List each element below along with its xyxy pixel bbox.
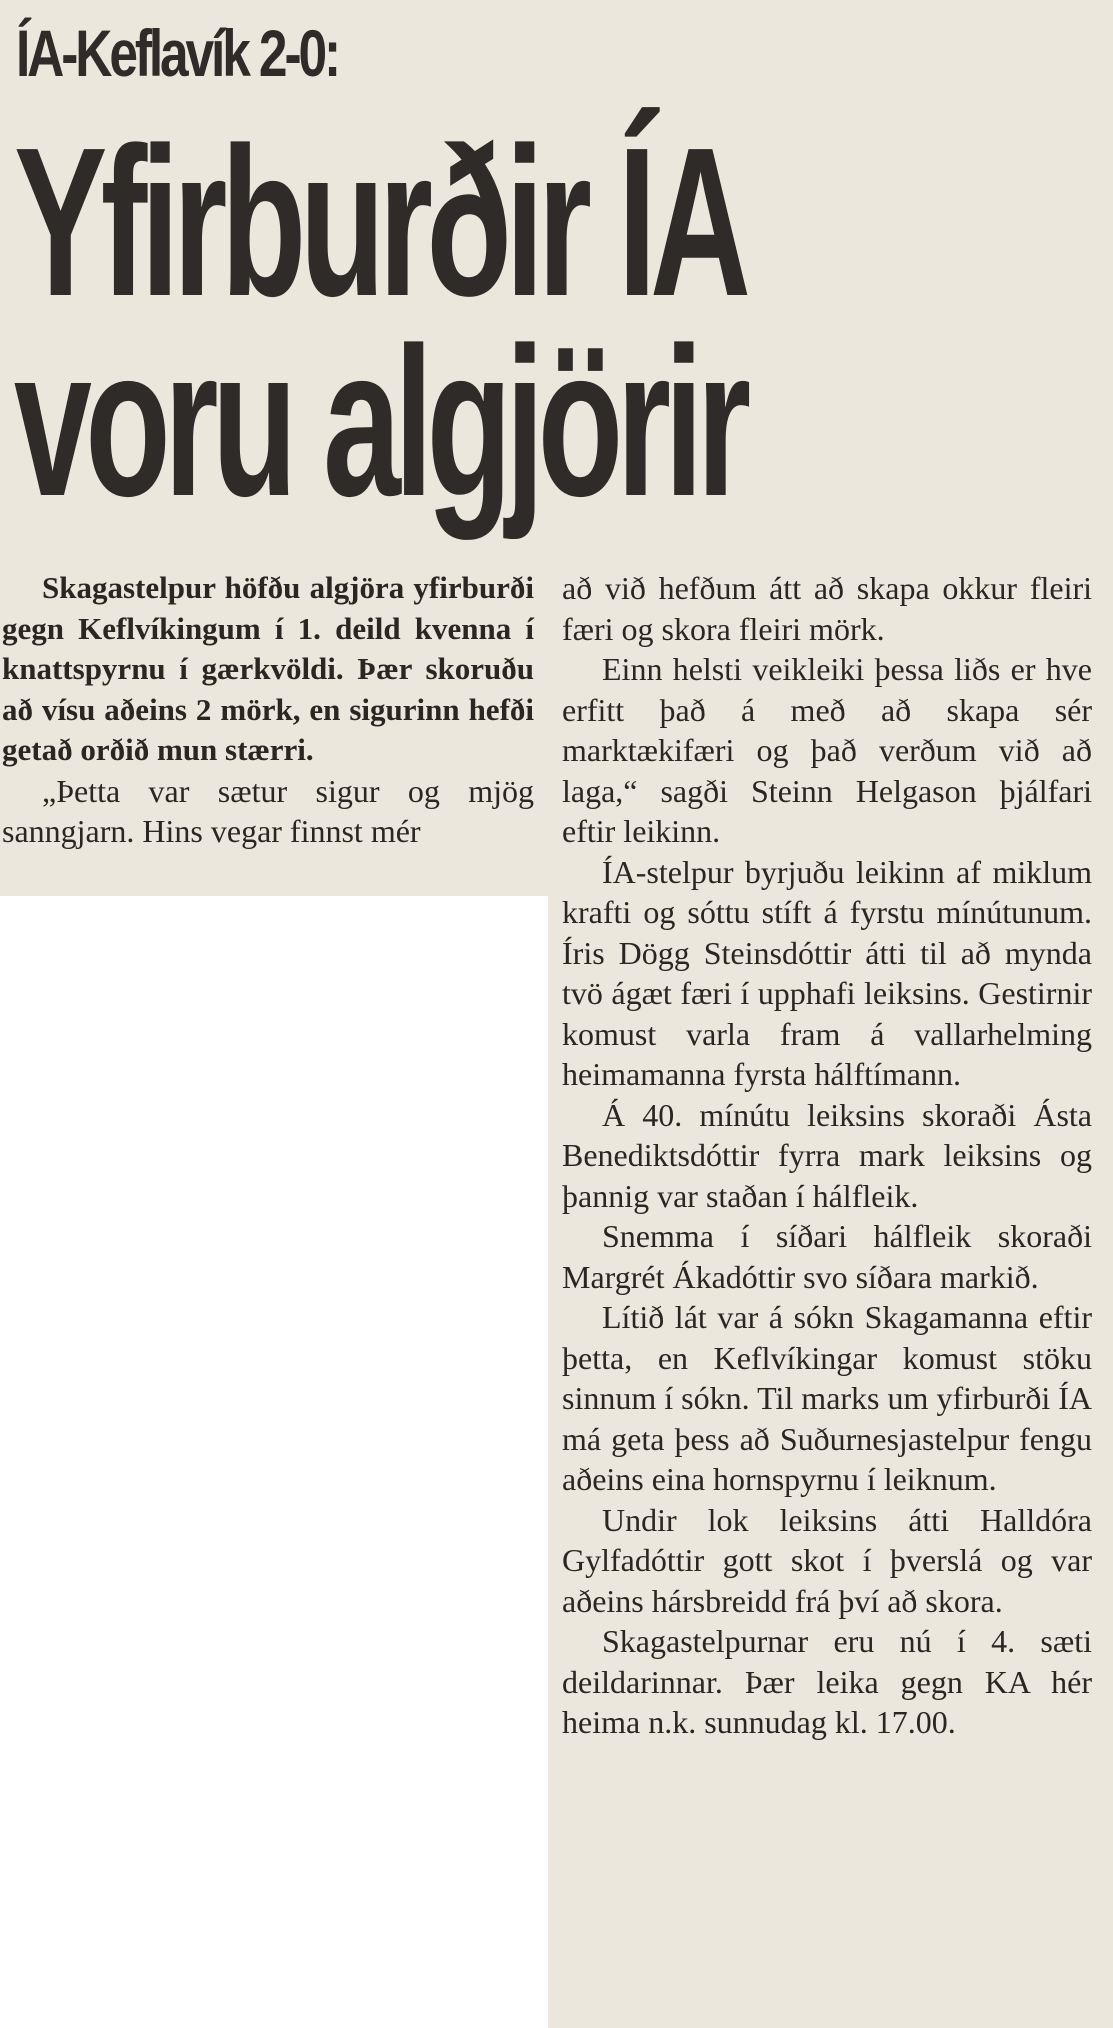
article-paragraph: Undir lok leiksins átti Halldóra Gylfadóttir gott skot í þverslá og var aðeins hársbreidd frá því að skora.	[562, 1501, 1092, 1619]
article-paragraph: Á 40. mínútu leiksins skoraði Ásta Benediktsdóttir fyrra mark leiksins og þannig var staðan í hálfleik.	[562, 1096, 1092, 1214]
article-lead: Skagastelpur höfðu algjöra yfirburði gegn Keflvíkingum í 1. deild kvenna í knattspyrnu í gærkvöldi. Þær skoruðu að vísu aðeins 2 mörk, en sigurinn hefði getað orðið mun stærri.	[2, 570, 534, 767]
article-paragraph: Einn helsti veikleiki þessa liðs er hve erfitt það á með að skapa sér marktækifæri og það verðum við að laga,“ sagði Steinn Helgason þjálfari eftir leikinn.	[562, 651, 1092, 849]
article-paragraph: „Þetta var sætur sigur og mjög sanngjarn. Hins vegar finnst mér	[2, 772, 534, 849]
article-headline	[14, 103, 745, 540]
article-column-right	[562, 568, 1092, 1743]
headline-line-1: Yfirburðir ÍA	[14, 103, 745, 340]
article-kicker: ÍA-Keflavík 2-0:	[16, 16, 339, 90]
article-paragraph: Snemma í síðari hálfleik skoraði Margrét Ákadóttir svo síðara markið.	[562, 1218, 1092, 1295]
article-paragraph: ÍA-stelpur byrjuðu leikinn af miklum krafti og sóttu stíft á fyrstu mínútunum. Íris Dögg Steinsdóttir átti til að mynda tvö ágæt færi í upphafi leiksins. Gestirnir komust varla fram á vallarhelming heimamanna fyrsta hálftímann.	[562, 853, 1092, 1092]
article-paragraph: Lítið lát var á sókn Skagamanna eftir þetta, en Keflvíkingar komust stöku sinnum í sókn. Til marks um yfirburði ÍA má geta þess að Suðurnesjastelpur fengu aðeins eina hornspyrnu í leiknum.	[562, 1299, 1092, 1497]
article-column-left	[2, 568, 534, 852]
article-paragraph: Skagastelpurnar eru nú í 4. sæti deildarinnar. Þær leika gegn KA hér heima n.k. sunnudag kl. 17.00.	[562, 1623, 1092, 1740]
article-paragraph: að við hefðum átt að skapa okkur fleiri færi og skora fleiri mörk.	[562, 570, 1092, 647]
headline-line-2: voru algjörir	[14, 303, 745, 540]
